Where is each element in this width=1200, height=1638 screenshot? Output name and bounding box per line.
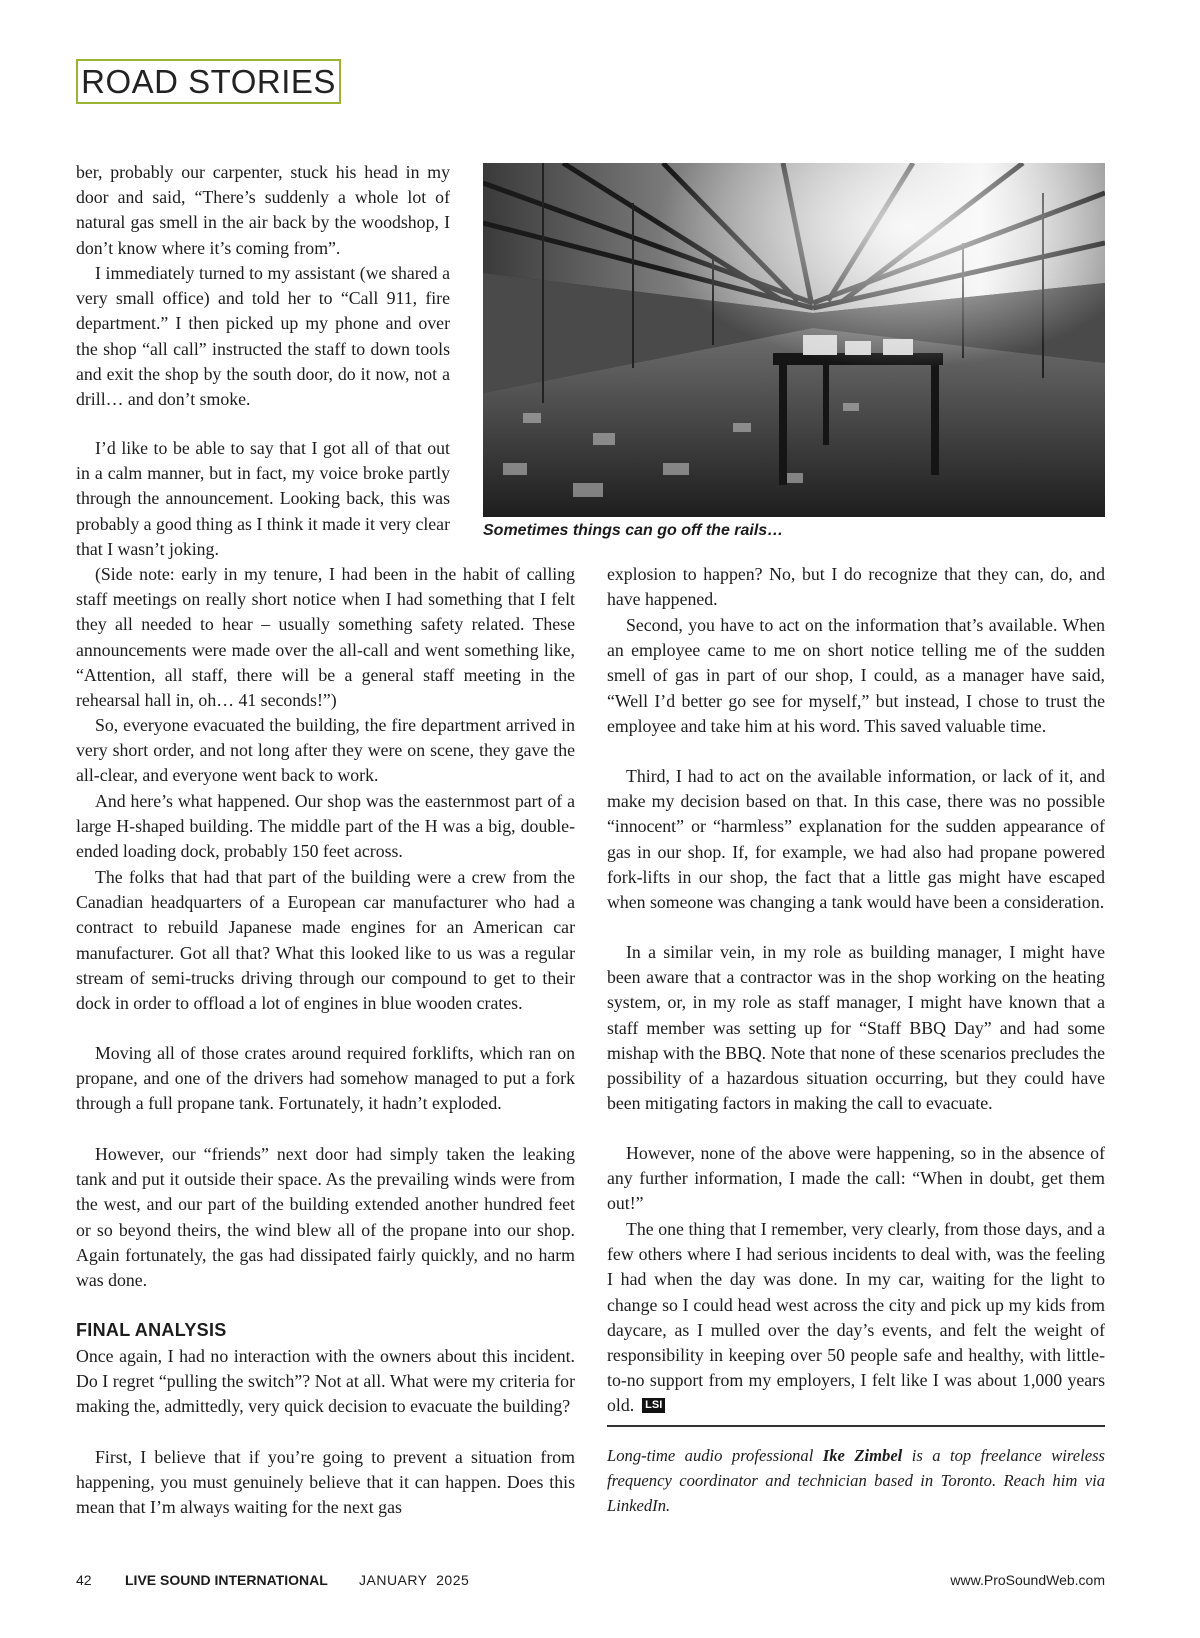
section-label-box [76,59,341,104]
magazine-name: LIVE SOUND INTERNATIONAL [125,1572,328,1588]
section-title: ROAD STORIES [81,62,336,100]
website-url: www.ProSoundWeb.com [950,1572,1105,1588]
bio-divider [607,1425,1105,1427]
bio-suffix: is a top freelance wireless frequency coordinator and technician based in Toronto. Reach him via LinkedIn. [607,1446,1105,1515]
page-number: 42 [76,1572,92,1588]
author-name: Ike Zimbel [822,1446,903,1465]
body-paragraph: Moving all of those crates around required forklifts, which ran on propane, and one of the drivers had somehow managed to put a fork through a full propane tank. Fortunately, it hadn’t exploded. [76,1043,575,1114]
body-paragraph: explosion to happen? No, but I do recognize that they can, do, and have happened. [607,564,1105,610]
body-paragraph: (Side note: early in my tenure, I had been in the habit of calling staff meetings on really short notice when I had something that I felt they all needed to hear – usually something safety related. These announcements were made over the all-call and went something like, “Attention, all staff, there will be a general staff meeting in the rehearsal hall in, oh… 41 seconds!”) [76,564,575,711]
body-paragraph: Second, you have to act on the information that’s available. When an employee came to me on short notice telling me of the sudden smell of gas in part of our shop, I could, as a manager have said, “Well I’d better go see for myself,” but instead, I chose to trust the employee and take him at his word. This saved valuable time. [607,615,1105,736]
body-paragraph: In a similar vein, in my role as building manager, I might have been aware that a contractor was in the shop working on the heating system, or, in my role as staff manager, I might have known that a staff member was setting up for “Staff BBQ Day” and had some mishap with the BBQ. Note that none of these scenarios precludes the possibility of a hazardous situation occurring, but they could have been mitigating factors in making the call to evacuate. [607,942,1105,1114]
issue-date: JANUARY 2025 [359,1572,470,1588]
final-paragraph-text: The one thing that I remember, very clearly, from those days, and a few others where I had serious incidents to deal with, was the feeling I had when the day was done. In my car, waiting for the light to change so I could head west across the city and pick up my kids from daycare, as I mulled over the day’s events, and felt the weight of responsibility in keeping over 50 people safe and healthy, with little-to-no support from my employers, I felt like I was about 1,000 years old. [607,1219,1105,1416]
body-paragraph: However, our “friends” next door had simply taken the leaking tank and put it outside their space. As the prevailing winds were from the west, and our part of the building extended another hundred feet or so beyond theirs, the wind blew all of the propane into our shop. Again fortunately, the gas had dissipated fairly quickly, and no harm was done. [76,1144,575,1291]
photo-caption: Sometimes things can go off the rails… [483,522,784,539]
body-paragraph: I’d like to be able to say that I got all of that out in a calm manner, but in fact, my voice broke partly through the announcement. Looking back, this was probably a good thing as I think it made it very clear that I wasn’t joking. [76,438,450,559]
body-paragraph: However, none of the above were happening, so in the absence of any further information, I made the call: “When in doubt, get them out!” [607,1143,1105,1214]
body-paragraph: First, I believe that if you’re going to prevent a situation from happening, you must genuinely believe that it can happen. Does this mean that I’m always waiting for the next gas [76,1447,575,1518]
body-paragraph: I immediately turned to my assistant (we shared a very small office) and told her to “Call 911, fire department.” I then picked up my phone and over the shop “all call” instructed the staff to down tools and exit the shop by the south door, do it now, not a drill… and don’t smoke. [76,263,450,410]
page-footer [76,1572,1105,1594]
body-paragraph: And here’s what happened. Our shop was the easternmost part of a large H-shaped building. The middle part of the H was a big, double-ended loading dock, probably 150 feet across. [76,791,575,862]
body-paragraph: Once again, I had no interaction with the owners about this incident. Do I regret “pulling the switch”? Not at all. What were my criteria for making the, admittedly, very quick decision to evacuate the building? [76,1346,575,1417]
bio-prefix: Long-time audio professional [607,1446,823,1465]
end-of-article-mark: LSI [642,1398,665,1413]
final-paragraph [607,1217,1105,1419]
abandoned-warehouse-photo [483,163,1105,517]
body-paragraph: So, everyone evacuated the building, the fire department arrived in very short order, and not long after they were on scene, they gave the all-clear, and everyone went back to work. [76,715,575,786]
section-heading: FINAL ANALYSIS [76,1320,227,1340]
body-paragraph: Third, I had to act on the available information, or lack of it, and make my decision based on that. In this case, there was no possible “innocent” or “harmless” explanation for the sudden appearance of gas in our shop. If, for example, we had also had propane powered fork-lifts in our shop, the fact that a little gas might have escaped when someone was changing a tank would have been a consideration. [607,766,1105,913]
author-bio [607,1443,1105,1518]
body-paragraph: ber, probably our carpenter, stuck his head in my door and said, “There’s suddenly a whole lot of natural gas smell in the air back by the woodshop, I don’t know where it’s coming from”. [76,162,450,258]
body-paragraph: The folks that had that part of the building were a crew from the Canadian headquarters of a European car manufacturer who had a contract to rebuild Japanese made engines for an American car manufacturer. Got all that? What this looked like to us was a regular stream of semi-trucks driving through our compound to get to their dock in order to offload a lot of engines in blue wooden crates. [76,867,575,1014]
